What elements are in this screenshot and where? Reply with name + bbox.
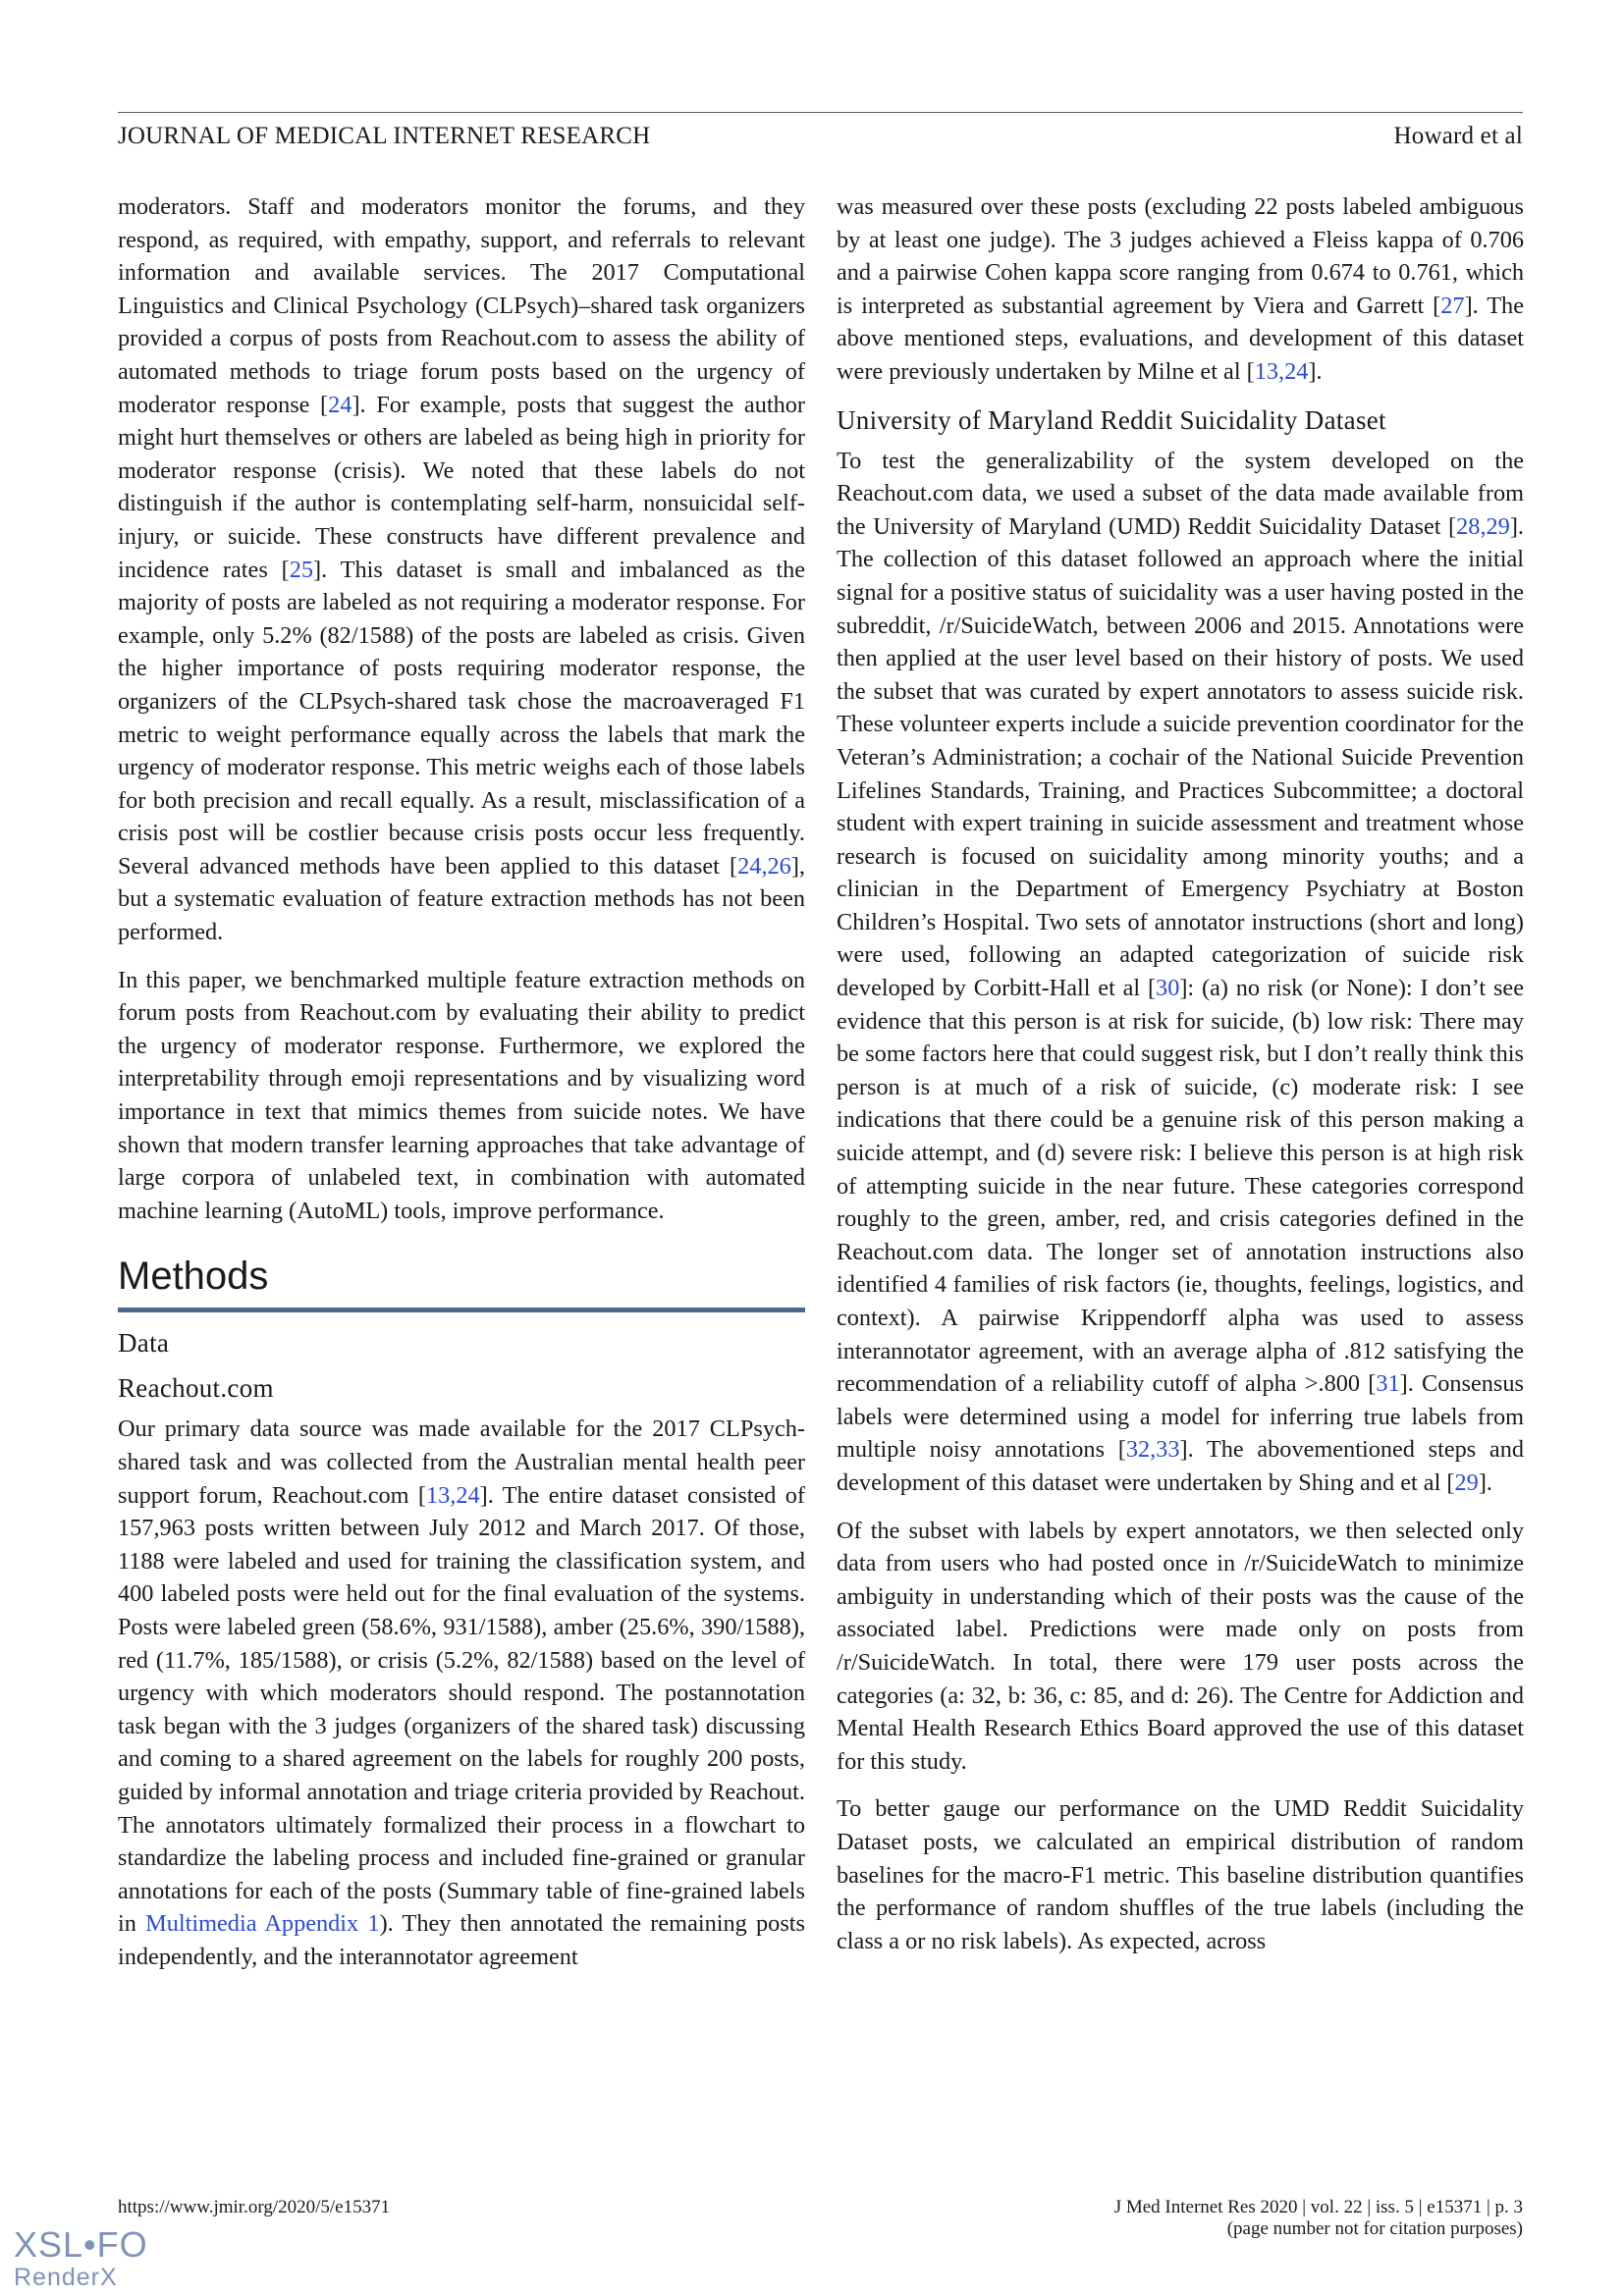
logo-line1: XSL•FO [14,2224,148,2265]
citation-link[interactable]: 27 [1440,292,1465,319]
citation-link[interactable]: 13,24 [1254,357,1309,385]
footer-citation-line: J Med Internet Res 2020 | vol. 22 | iss. 5 | e15371 | p. 3 [1113,2197,1523,2217]
citation-link[interactable]: 31 [1376,1370,1400,1398]
page-header [118,112,1523,150]
running-authors: Howard et al [1393,123,1523,149]
paragraph: To test the generalizability of the system developed on the Reachout.com data, we used a subset of the data made available from the University of Maryland (UMD) Reddit Suicidality Dataset [28,29]. The collection of this dataset followed an approach where the initial signal for a positive status of suicidality was a user having posted in the subreddit, /r/SuicideWatch, between 2006 and 2015. Annotations were then applied at the user level based on their history of posts. We used the subset that was curated by expert annotators to assess suicide risk. These volunteer experts include a suicide prevention coordinator for the Veteran’s Administration; a cochair of the National Suicide Prevention Lifelines Standards, Training, and Practices Subcommittee; a doctoral student with expert training in suicide assessment and treatment whose research is focused on suicidality among minority youths; and a clinician in the Department of Emergency Psychiatry at Boston Children’s Hospital. Two sets of annotator instructions (short and long) were used, following an adapted categorization of suicide risk developed by Corbitt-Hall et al [30]: (a) no risk (or None): I don’t see evidence that this person is at risk for suicide, (b) low risk: There may be some factors here that could suggest risk, but I don’t really think this person is at much of a risk of suicide, (c) moderate risk: I see indications that there could be a genuine risk of this person making a suicide attempt, and (d) severe risk: I believe this person is at high risk of attempting suicide in the near future. These categories correspond roughly to the green, amber, red, and crisis categories defined in the Reachout.com data. The longer set of annotation instructions also identified 4 families of risk factors (ie, thoughts, feelings, logistics, and context). A pairwise Krippendorff alpha was used to assess interannotator agreement, with an average alpha of .812 satisfying the recommendation of a reliability cutoff of alpha >.800 [31]. Consensus labels were determined using a model for inferring true labels from multiple noisy annotations [32,33]. The abovementioned steps and development of this dataset were undertaken by Shing and et al [29]. [837,447,1524,1496]
citation-link[interactable]: 32,33 [1125,1436,1180,1464]
citation-link[interactable]: 13,24 [425,1481,480,1509]
citation-link[interactable]: 29 [1454,1468,1479,1496]
footer-url[interactable]: https://www.jmir.org/2020/5/e15371 [118,2197,391,2217]
renderx-logo [14,2226,148,2291]
appendix-link[interactable]: Multimedia Appendix 1 [145,1910,380,1938]
section-heading-methods: Methods [118,1253,805,1312]
subsection-heading-umd: University of Maryland Reddit Suicidality Dataset [837,404,1386,435]
journal-name: JOURNAL OF MEDICAL INTERNET RESEARCH [118,123,651,149]
paragraph: Of the subset with labels by expert annotators, we then selected only data from users who had posted once in /r/SuicideWatch to minimize ambiguity in understanding which of their posts was the cause of the associated label. Predictions were made only on posts from /r/SuicideWatch. In total, there were 179 user posts across the categories (a: 32, b: 36, c: 85, and d: 26). The Centre for Addiction and Mental Health Research Ethics Board approved the use of this dataset for this study. [837,1517,1524,1775]
citation-link[interactable]: 24,26 [737,852,791,880]
right-column [837,190,1524,1972]
citation-link[interactable]: 30 [1156,975,1180,1002]
citation-link[interactable]: 28,29 [1456,512,1510,540]
left-column [118,190,805,1989]
subsection-heading-data: Data [118,1328,170,1359]
citation-link[interactable]: 25 [289,556,314,583]
logo-line2: RenderX [14,2264,118,2291]
citation-link[interactable]: 24 [328,391,352,418]
paragraph: Our primary data source was made available for the 2017 CLPsych-shared task and was collected from the Australian mental health peer support forum, Reachout.com [13,24]. The entire dataset consisted of 157,963 posts written between July 2012 and March 2017. Of those, 1188 were labeled and used for training the classification system, and 400 labeled posts were held out for the final evaluation of the systems. Posts were labeled green (58.6%, 931/1588), amber (25.6%, 390/1588), red (11.7%, 185/1588), or crisis (5.2%, 82/1588) based on the level of urgency with which moderators should respond. The postannotation task began with the 3 judges (organizers of the shared task) discussing and coming to a shared agreement on the labels for roughly 200 posts, guided by informal annotation and triage criteria provided by Reachout. The annotators ultimately formalized their process in a flowchart to standardize the labeling process and included fine-grained or granular annotations for each of the posts (Summary table of fine-grained labels in Multimedia Appendix 1). They then annotated the remaining posts independently, and the interannotator agreement [118,1415,805,1970]
paragraph: To better gauge our performance on the UMD Reddit Suicidality Dataset posts, we calculated an empirical distribution of random baselines for the macro-F1 metric. This baseline distribution quantifies the performance of random shuffles of the true labels (including the class a or no risk labels). As expected, across [837,1795,1524,1954]
footer-citation [1114,2197,1523,2240]
subsection-heading-reachout: Reachout.com [118,1373,274,1404]
paragraph: was measured over these posts (excluding 22 posts labeled ambiguous by at least one judge). The 3 judges achieved a Fleiss kappa of 0.706 and a pairwise Cohen kappa score ranging from 0.674 to 0.761, which is interpreted as substantial agreement by Viera and Garrett [27]. The above mentioned steps, evaluations, and development of this dataset were previously undertaken by Milne et al [13,24]. [837,193,1524,385]
paragraph: moderators. Staff and moderators monitor the forums, and they respond, as required, with empathy, support, and referrals to relevant information and available services. The 2017 Computational Linguistics and Clinical Psychology (CLPsych)–shared task organizers provided a corpus of posts from Reachout.com to assess the ability of automated methods to triage forum posts based on the urgency of moderator response [24]. For example, posts that suggest the author might hurt themselves or others are labeled as being high in priority for moderator response (crisis). We noted that these labels do not distinguish if the author is contemplating self-harm, nonsuicidal self-injury, or suicide. These constructs have different prevalence and incidence rates [25]. This dataset is small and imbalanced as the majority of posts are labeled as not requiring a moderator response. For example, only 5.2% (82/1588) of the posts are labeled as crisis. Given the higher importance of posts requiring moderator response, the organizers of the CLPsych-shared task chose the macroaveraged F1 metric to weight performance equally across the labels that mark the urgency of moderator response. This metric weighs each of those labels for both precision and recall equally. As a result, misclassification of a crisis post will be costlier because crisis posts occur less frequently. Several advanced methods have been applied to this dataset [24,26], but a systematic evaluation of feature extraction methods has not been performed. [118,193,805,946]
footer-page-note: (page number not for citation purposes) [1226,2218,1523,2239]
paragraph: In this paper, we benchmarked multiple feature extraction methods on forum posts from Reachout.com by evaluating their ability to predict the urgency of moderator response. Furthermore, we explored the interpretability through emoji representations and by visualizing word importance in text that mimics themes from suicide notes. We have shown that modern transfer learning approaches that take advantage of large corpora of unlabeled text, in combination with automated machine learning (AutoML) tools, improve performance. [118,966,805,1224]
